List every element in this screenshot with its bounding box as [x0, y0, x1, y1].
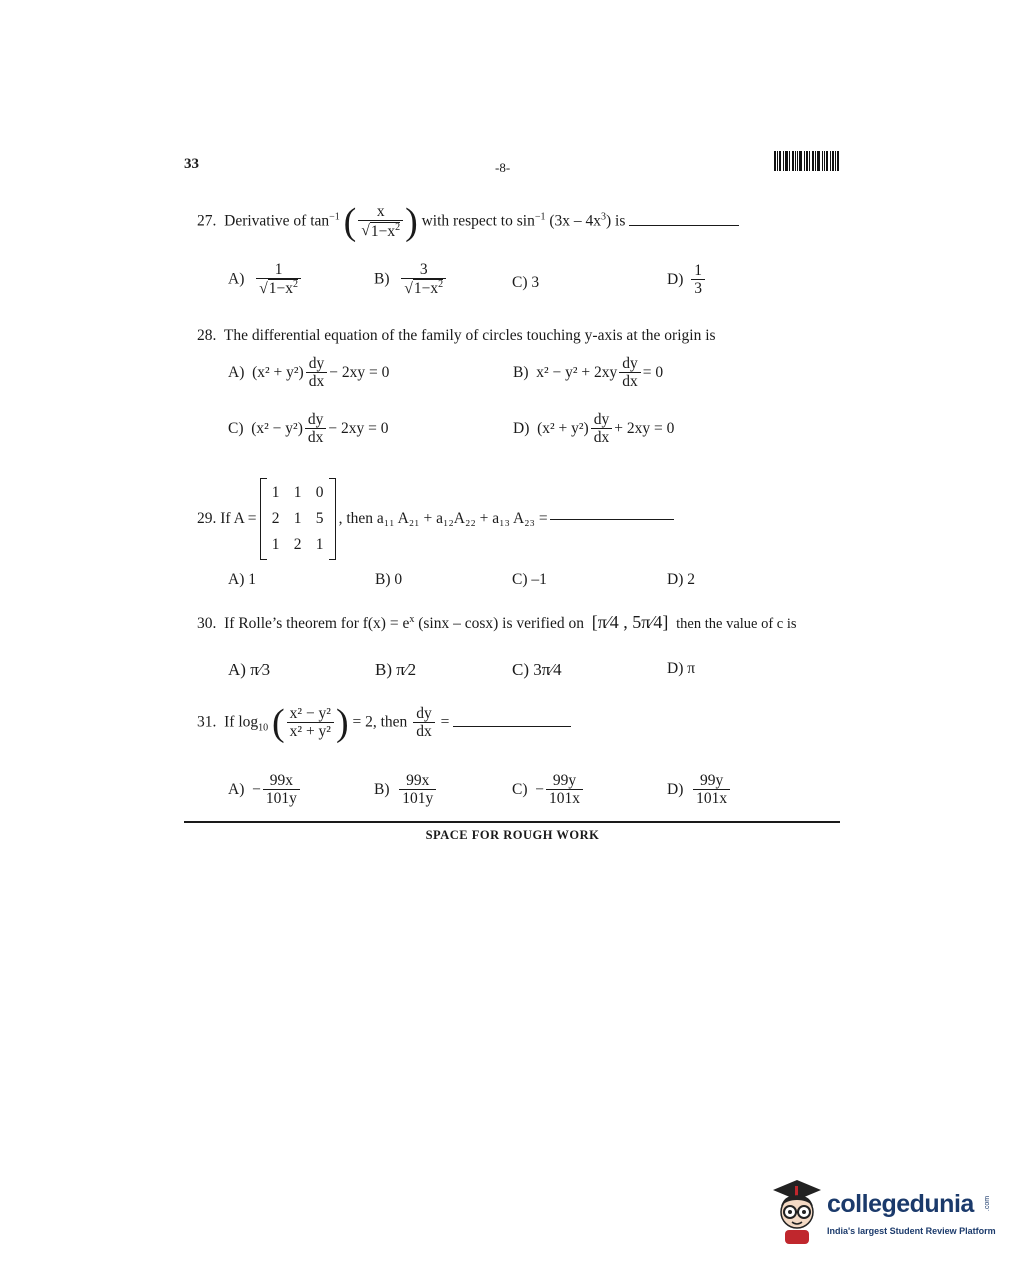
barcode [774, 151, 839, 171]
q31-lparen: ( [272, 702, 285, 744]
dx: dx [619, 372, 641, 390]
option-den: 101x [693, 789, 730, 807]
option-num: 1 [274, 261, 283, 278]
option-label: D) [513, 419, 530, 437]
option-expr: (x² + y²) [252, 363, 304, 381]
divider [184, 821, 840, 823]
matrix-cell: 1 [271, 536, 280, 553]
q30-interval: [π⁄4 , 5π⁄4] [591, 612, 669, 632]
matrix-cell: 2 [271, 510, 280, 527]
question-31 [197, 704, 571, 742]
q27-text4: ) is [606, 212, 626, 230]
mascot-icon [767, 1178, 825, 1246]
q29-prefix: If A = [220, 510, 257, 527]
matrix-cell: 1 [293, 510, 302, 527]
q27-number: 27. [197, 212, 217, 230]
option-expr: (x² + y²) [537, 419, 589, 437]
rough-work-label: SPACE FOR ROUGH WORK [425, 828, 600, 842]
option-label: C) [512, 780, 528, 798]
q29-option-a: A) 1 [228, 571, 256, 588]
q27-den: 1−x [370, 222, 396, 240]
answer-blank [453, 726, 571, 727]
option-expr: (x² − y²) [251, 419, 303, 437]
q30-text3: then the value of c is [676, 616, 797, 632]
option-num: 3 [419, 261, 428, 278]
option-sq: 2 [293, 279, 298, 291]
q31-sub: 10 [258, 722, 269, 734]
q31-prefix: If log [224, 713, 259, 731]
matrix-cell: 1 [271, 484, 280, 501]
q28-option-d [513, 412, 674, 447]
q27-text3: (3x – 4x [545, 212, 602, 230]
dx: dx [305, 428, 327, 446]
q29-number: 29. [197, 510, 217, 527]
matrix-cell: 0 [315, 484, 324, 501]
matrix-cell: 1 [293, 484, 302, 501]
q29-option-b: B) 0 [375, 571, 403, 588]
option-den: 1−x [268, 280, 293, 298]
q30-option-b: B) π⁄2 [375, 660, 417, 679]
option-num: 99x [269, 772, 293, 789]
dy: dy [307, 411, 324, 428]
q31-option-a [228, 773, 302, 808]
dx: dx [306, 372, 328, 390]
q30-option-a: A) π⁄3 [228, 660, 271, 679]
collegedunia-logo [767, 1178, 997, 1248]
logo-suffix: .com [984, 1195, 992, 1212]
dy: dy [308, 355, 325, 372]
q28-number: 28. [197, 327, 217, 344]
q27-option-d [667, 263, 707, 298]
dx: dx [413, 722, 435, 740]
option-expr-post: − 2xy = 0 [329, 363, 390, 381]
q27-num: x [376, 203, 385, 221]
q27-inv2: −1 [534, 211, 546, 223]
q30-option-c: C) 3π⁄4 [512, 660, 562, 679]
q27-rparen: ) [405, 201, 418, 243]
option-num: 99y [699, 772, 724, 789]
q27-inv: −1 [329, 211, 340, 223]
q28-option-c [228, 412, 388, 447]
matrix-cell: 2 [293, 536, 302, 553]
option-label: D) [667, 780, 684, 798]
q31-option-c [512, 773, 585, 808]
option-label: A) [228, 363, 245, 381]
option-sign: − [252, 780, 261, 798]
option-label: A) [228, 780, 245, 798]
question-27 [197, 203, 739, 241]
q30-text: If Rolle’s theorem for f(x) = e [224, 615, 410, 632]
q29-option-d: D) 2 [667, 571, 695, 588]
option-label: D) [667, 270, 684, 288]
q31-number: 31. [197, 713, 217, 731]
dx: dx [591, 428, 613, 446]
q31-eq: = [440, 713, 450, 731]
q28-option-b [513, 356, 663, 391]
q27-cube: 3 [601, 211, 607, 223]
q31-option-d [667, 773, 732, 808]
q29-suffix: , then a₁₁ A₂₁ + a₁₂A₂₂ + a₁₃ A₂₃ = [338, 510, 548, 527]
option-den: 1−x [413, 280, 439, 298]
answer-blank [550, 519, 674, 520]
q31-num: x² − y² [289, 704, 331, 722]
option-num: 1 [694, 262, 702, 279]
option-den: 101y [263, 789, 300, 807]
option-den: 101y [399, 789, 436, 807]
logo-name: collegedunia [827, 1190, 974, 1218]
page-number: -8- [495, 160, 511, 175]
answer-blank [629, 225, 739, 226]
option-expr: x² − y² + 2xy [536, 363, 618, 381]
option-expr-post: + 2xy = 0 [614, 419, 675, 437]
logo-tagline: India's largest Student Review Platform [827, 1226, 996, 1236]
q27-option-c: C) 3 [512, 274, 540, 291]
matrix-a [260, 478, 336, 560]
option-sign: − [535, 780, 544, 798]
q31-den: x² + y² [287, 722, 334, 740]
q31-option-b [374, 773, 438, 808]
matrix-cell: 1 [315, 536, 324, 553]
option-label: B) [513, 363, 529, 381]
dy: dy [416, 704, 432, 722]
option-num: 99y [552, 772, 577, 789]
q27-fraction: $\frac{x}{√1-x^2}$ [358, 204, 403, 240]
q30-exp: x [409, 613, 415, 625]
matrix-cell: 5 [315, 510, 324, 527]
dy: dy [593, 411, 610, 428]
option-expr-post: − 2xy = 0 [328, 419, 389, 437]
option-expr-post: = 0 [642, 363, 664, 381]
option-den: 3 [691, 279, 705, 297]
q30-text2: (sinx – cosx) is verified on [414, 615, 584, 632]
option-num: 99x [406, 772, 430, 789]
dy: dy [622, 355, 638, 372]
question-29 [197, 478, 674, 560]
question-28 [197, 327, 716, 345]
q27-text: Derivative of tan [224, 212, 330, 230]
option-den: 101x [546, 789, 583, 807]
q30-option-d: D) π [667, 660, 696, 677]
q27-text2: with respect to sin [421, 212, 535, 230]
q27-lparen: ( [343, 201, 357, 243]
q27-sq: 2 [395, 221, 401, 233]
option-label: B) [374, 780, 390, 798]
q29-option-c: C) –1 [512, 571, 547, 588]
q28-option-a [228, 356, 389, 391]
q28-text: The differential equation of the family of circles touching y-axis at the origin is [223, 327, 716, 344]
q30-number: 30. [197, 615, 217, 632]
page-code: 33 [184, 156, 199, 172]
option-label: C) [228, 419, 244, 437]
q27-option-b: B) $\frac{3}{√1-x^2}$ [374, 262, 448, 298]
q27-option-a: A) $\frac{1}{√1-x^2}$ [228, 262, 303, 298]
option-sq: 2 [438, 279, 444, 291]
question-30 [197, 612, 797, 633]
q31-rparen: ) [335, 702, 349, 744]
option-label: B) [374, 270, 390, 288]
q31-mid: = 2, then [352, 713, 408, 731]
option-label: A) [228, 270, 245, 288]
